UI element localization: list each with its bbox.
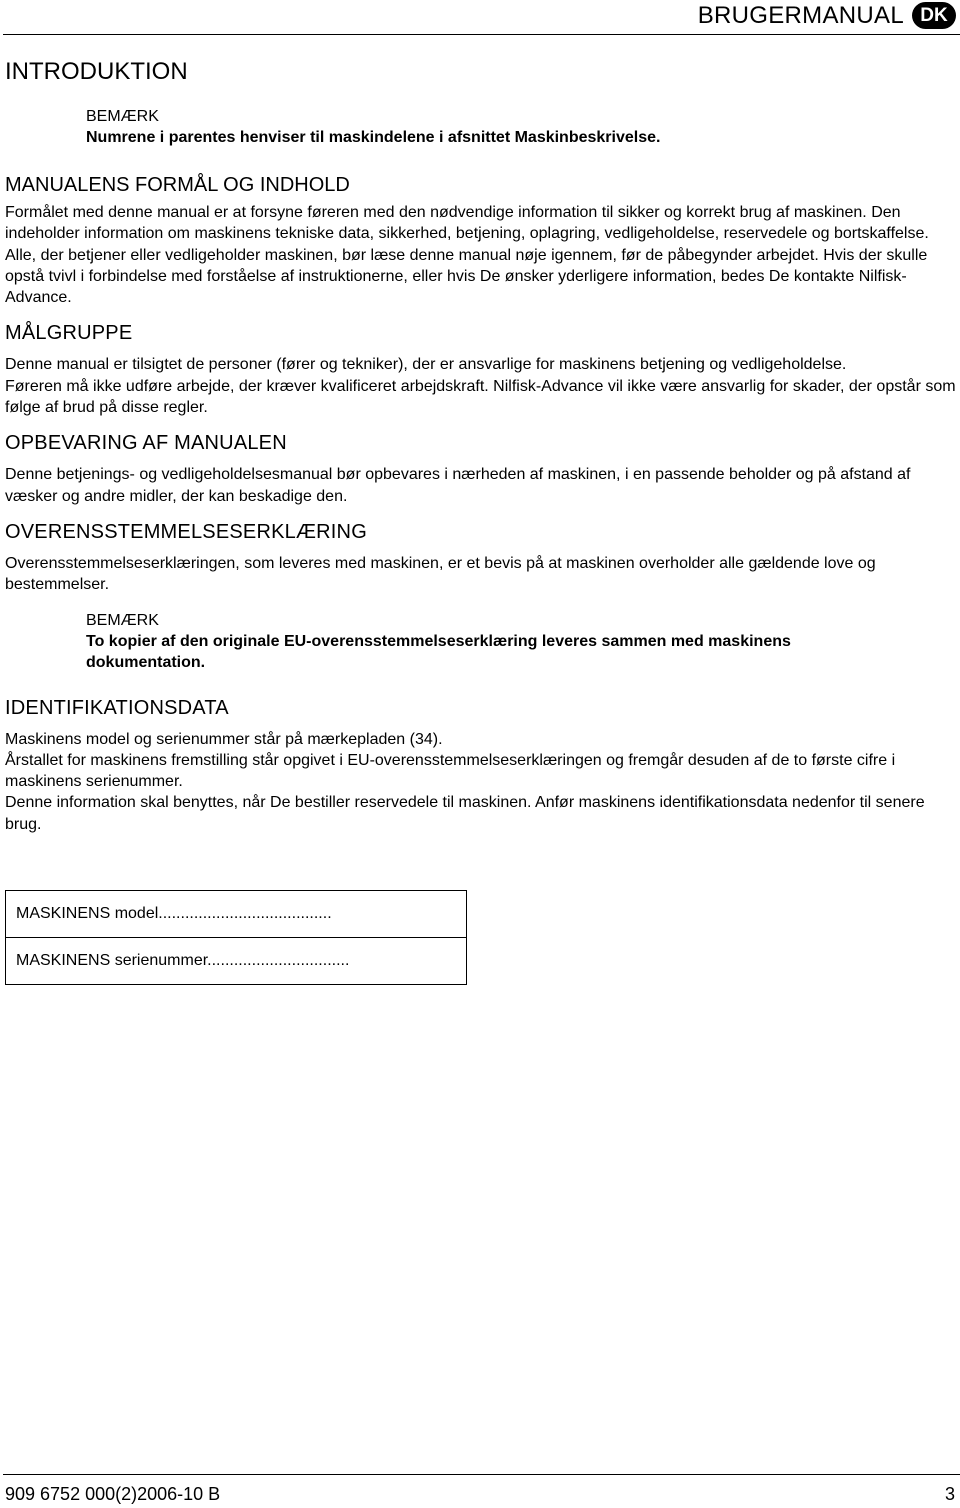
note-label: BEMÆRK [86,611,159,629]
manual-title: BRUGERMANUAL [697,2,904,29]
table-row [6,938,467,985]
paragraph: Formålet med denne manual er at forsyne føreren med den nødvendige information til sikker og korrekt brug af maskinen. Den indeholder information om maskinens tekniske data, sikkerhed, betjening, oplagring, vedligeholdelse, reservedele og bortskaffelse. [5,204,929,243]
language-badge: DK [912,2,956,29]
paragraph: Denne betjenings- og vedligeholdelsesmanual bør opbevares i nærheden af maskinen, i en passende beholder og på afstand af væsker og andre midler, der kan beskadige den. [5,466,911,505]
table-row [6,891,467,938]
footer-divider [3,1474,960,1475]
section-heading: MANUALENS FORMÅL OG INDHOLD [5,174,350,196]
paragraph: Maskinens model og serienummer står på mærkepladen (34). [5,730,443,748]
section-conformity [5,519,957,596]
note-block-2 [86,610,866,673]
paragraph: Overensstemmelseserklæringen, som leveres med maskinen, er et bevis på at maskinen overholder alle gældende love og bestemmelser. [5,554,876,594]
section-heading: OVERENSSTEMMELSESERKLÆRING [5,520,367,543]
section-storage [5,430,957,507]
section-identification [5,695,957,835]
model-field: MASKINENS model....................................... [6,891,467,938]
note-text: To kopier af den originale EU-overensstemmelseserklæring leveres sammen med maskinens dokumentation. [86,632,791,671]
paragraph: Årstallet for maskinens fremstilling står opgivet i EU-overensstemmelseserklæringen og fremgår desuden af de to første cifre i maskinens serienummer. [5,751,896,791]
document-number: 909 6752 000(2)2006-10 B [5,1484,221,1504]
section-heading: IDENTIFIKATIONSDATA [5,696,229,719]
paragraph: Føreren må ikke udføre arbejde, der kræver kvalificeret arbejdskraft. Nilfisk-Advance vil ikke være ansvarlig for skader, der opstår som følge af brud på disse regler. [5,377,956,417]
section-heading: OPBEVARING AF MANUALEN [5,432,287,455]
page-content [5,58,957,835]
identification-table [5,890,467,985]
paragraph: Denne manual er tilsigtet de personer (fører og tekniker), der er ansvarlige for maskinens betjening og vedligeholdelse. [5,356,847,374]
paragraph: Alle, der betjener eller vedligeholder maskinen, bør læse denne manual nøje igennem, før de påbegynder arbejdet. Hvis der skulle opstå tvivl i forbindelse med forståelse af instruktionerne, eller hvis De ønsker yderligere information, bedes De kontakte Nilfisk-Advance. [5,246,928,307]
note-label: BEMÆRK [86,108,159,125]
page-number: 3 [944,1484,955,1504]
section-target-group [5,320,957,418]
section-purpose [5,172,957,308]
header-divider [3,34,960,35]
note-text: Numrene i parentes henviser til maskindelene i afsnittet Maskinbeskrivelse. [86,129,661,146]
serial-number-field: MASKINENS serienummer................................ [6,938,467,985]
paragraph: Denne information skal benyttes, når De bestiller reservedele til maskinen. Anfør maskinens identifikationsdata nedenfor til senere brug. [5,794,925,833]
intro-title: INTRODUKTION [5,58,188,85]
section-heading: MÅLGRUPPE [5,322,133,345]
note-block-1 [86,106,957,148]
page-header [0,0,960,36]
